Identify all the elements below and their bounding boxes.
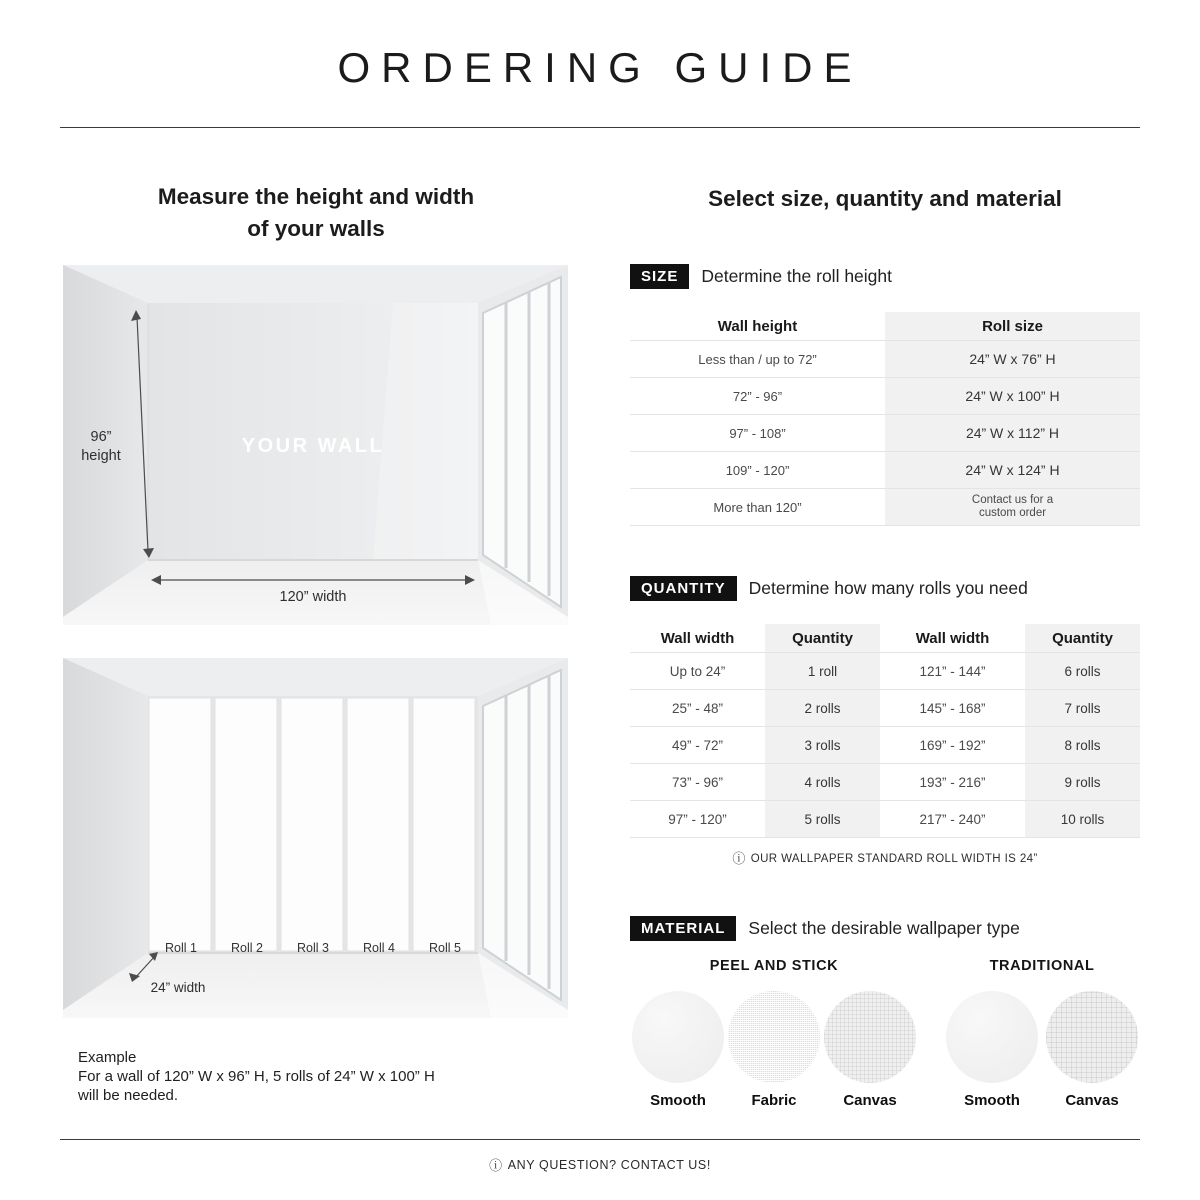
custom-order-line2: custom order <box>978 507 1047 519</box>
quantity-table-row <box>630 653 1140 690</box>
traditional-title: TRADITIONAL <box>989 958 1095 974</box>
roll-3-label: Roll 3 <box>297 941 329 955</box>
wall-height-value: 72” - 96” <box>732 388 783 404</box>
size-table-row <box>630 415 1140 452</box>
measure-heading-line2: of your walls <box>247 215 385 241</box>
wall-width-label: 120” width <box>279 589 347 605</box>
roll-4-label: Roll 4 <box>363 941 395 955</box>
your-wall-label: YOUR WALL <box>241 435 385 457</box>
quantity-value: 7 rolls <box>1025 690 1140 726</box>
canvas-swatch <box>824 991 916 1083</box>
smooth-swatch <box>946 991 1038 1083</box>
roll-width-note <box>630 848 1140 867</box>
wall-width-value: Up to 24” <box>669 663 726 679</box>
quantity-table-row <box>630 727 1140 764</box>
wall-height-value: 97” - 108” <box>729 425 786 441</box>
material-badge: MATERIAL <box>630 916 736 941</box>
qty-header-quantity-1: Quantity <box>765 624 880 652</box>
quantity-table-header-row <box>630 624 1140 653</box>
peel-and-stick-title: PEEL AND STICK <box>709 958 839 974</box>
roll-size-value: 24” W x 100” H <box>885 378 1140 414</box>
material-option-label: Smooth <box>964 1092 1020 1109</box>
quantity-value: 1 roll <box>765 653 880 689</box>
custom-order-note <box>972 494 1053 520</box>
wall-height-value: Less than / up to 72” <box>698 351 817 367</box>
roll-size-value: 24” W x 112” H <box>885 415 1140 451</box>
wall-width-value: 169” - 192” <box>919 737 986 753</box>
quantity-value: 2 rolls <box>765 690 880 726</box>
roll-size-value: 24” W x 124” H <box>885 452 1140 488</box>
qty-header-quantity-2: Quantity <box>1025 624 1140 652</box>
example-note <box>78 1048 558 1105</box>
roll-size-value: 24” W x 76” H <box>885 341 1140 377</box>
wall-width-value: 97” - 120” <box>668 811 727 827</box>
size-header-wall-height: Wall height <box>717 317 798 335</box>
wall-width-value: 145” - 168” <box>919 700 986 716</box>
quantity-value: 6 rolls <box>1025 653 1140 689</box>
roll-width-label: 24” width <box>150 980 206 995</box>
quantity-value: 9 rolls <box>1025 764 1140 800</box>
quantity-value: 8 rolls <box>1025 727 1140 763</box>
fabric-swatch <box>728 991 820 1083</box>
rolls-room-graphic <box>63 658 568 1018</box>
quantity-badge: QUANTITY <box>630 576 737 601</box>
material-subtitle: Select the desirable wallpaper type <box>748 918 1020 938</box>
quantity-value: 3 rolls <box>765 727 880 763</box>
wall-height-word: height <box>81 448 121 464</box>
size-table-header-row <box>630 312 1140 341</box>
qty-header-wall-width-1: Wall width <box>660 629 735 647</box>
material-option-canvas <box>1045 991 1139 1109</box>
smooth-swatch <box>632 991 724 1083</box>
material-section-header <box>630 916 1020 941</box>
info-icon: ⓘ <box>489 1158 503 1173</box>
material-option-label: Canvas <box>1065 1092 1119 1109</box>
roll-size-value <box>885 489 1140 525</box>
size-badge: SIZE <box>630 264 689 289</box>
footer-note-text: ANY QUESTION? CONTACT US! <box>507 1158 711 1172</box>
wall-width-value: 49” - 72” <box>671 737 724 753</box>
peel-and-stick-swatches <box>631 991 917 1109</box>
size-table-row <box>630 489 1140 526</box>
quantity-value: 10 rolls <box>1025 801 1140 837</box>
traditional-group <box>945 958 1139 1109</box>
quantity-value: 4 rolls <box>765 764 880 800</box>
wall-height-value: 96” <box>90 429 112 445</box>
wall-height-label <box>65 428 137 466</box>
qty-header-wall-width-2: Wall width <box>915 629 990 647</box>
quantity-table-row <box>630 801 1140 838</box>
roll-5-label: Roll 5 <box>429 941 461 955</box>
title-divider <box>60 127 1140 128</box>
material-option-label: Smooth <box>650 1092 706 1109</box>
footer-divider <box>60 1139 1140 1140</box>
measure-heading-line1: Measure the height and width <box>157 184 475 209</box>
material-option-canvas <box>823 991 917 1109</box>
footer-note <box>0 1155 1200 1174</box>
roll-2-label: Roll 2 <box>231 941 263 955</box>
size-table-row <box>630 452 1140 489</box>
peel-and-stick-group <box>631 958 917 1109</box>
wall-width-value: 121” - 144” <box>919 663 986 679</box>
wall-width-value: 193” - 216” <box>919 774 986 790</box>
material-option-fabric <box>727 991 821 1109</box>
roll-labels <box>148 941 478 955</box>
size-section-header <box>630 264 892 289</box>
quantity-table-row <box>630 764 1140 801</box>
quantity-value: 5 rolls <box>765 801 880 837</box>
example-line2: will be needed. <box>78 1087 179 1104</box>
wall-measure-illustration <box>63 265 568 625</box>
roll-width-note-text: OUR WALLPAPER STANDARD ROLL WIDTH IS 24” <box>750 853 1038 865</box>
canvas-swatch <box>1046 991 1138 1083</box>
example-line1: For a wall of 120” W x 96” H, 5 rolls of 24” W x 100” H <box>78 1068 435 1085</box>
wall-width-value: 25” - 48” <box>671 700 724 716</box>
roll-1-label: Roll 1 <box>165 941 197 955</box>
select-section-heading: Select size, quantity and material <box>708 186 1062 211</box>
wall-width-value: 217” - 240” <box>919 811 986 827</box>
wall-width-value: 73” - 96” <box>671 774 724 790</box>
quantity-table-row <box>630 690 1140 727</box>
example-title: Example <box>78 1049 137 1066</box>
size-table-row <box>630 378 1140 415</box>
wall-height-value: 109” - 120” <box>725 462 790 478</box>
info-icon: ⓘ <box>732 851 746 866</box>
quantity-subtitle: Determine how many rolls you need <box>748 578 1028 598</box>
material-option-smooth <box>945 991 1039 1109</box>
rolls-illustration <box>63 658 568 1018</box>
size-table <box>630 312 1140 526</box>
page-title: ORDERING GUIDE <box>337 44 863 91</box>
traditional-swatches <box>945 991 1139 1109</box>
material-option-label: Fabric <box>751 1092 797 1109</box>
custom-order-line1: Contact us for a <box>971 494 1054 506</box>
wall-height-value: More than 120” <box>713 499 802 515</box>
size-subtitle: Determine the roll height <box>701 266 892 286</box>
quantity-table <box>630 624 1140 838</box>
quantity-section-header <box>630 576 1028 601</box>
material-option-label: Canvas <box>843 1092 897 1109</box>
size-header-roll-size: Roll size <box>885 312 1140 340</box>
size-table-row <box>630 341 1140 378</box>
measure-section-heading <box>60 181 572 244</box>
material-option-smooth <box>631 991 725 1109</box>
